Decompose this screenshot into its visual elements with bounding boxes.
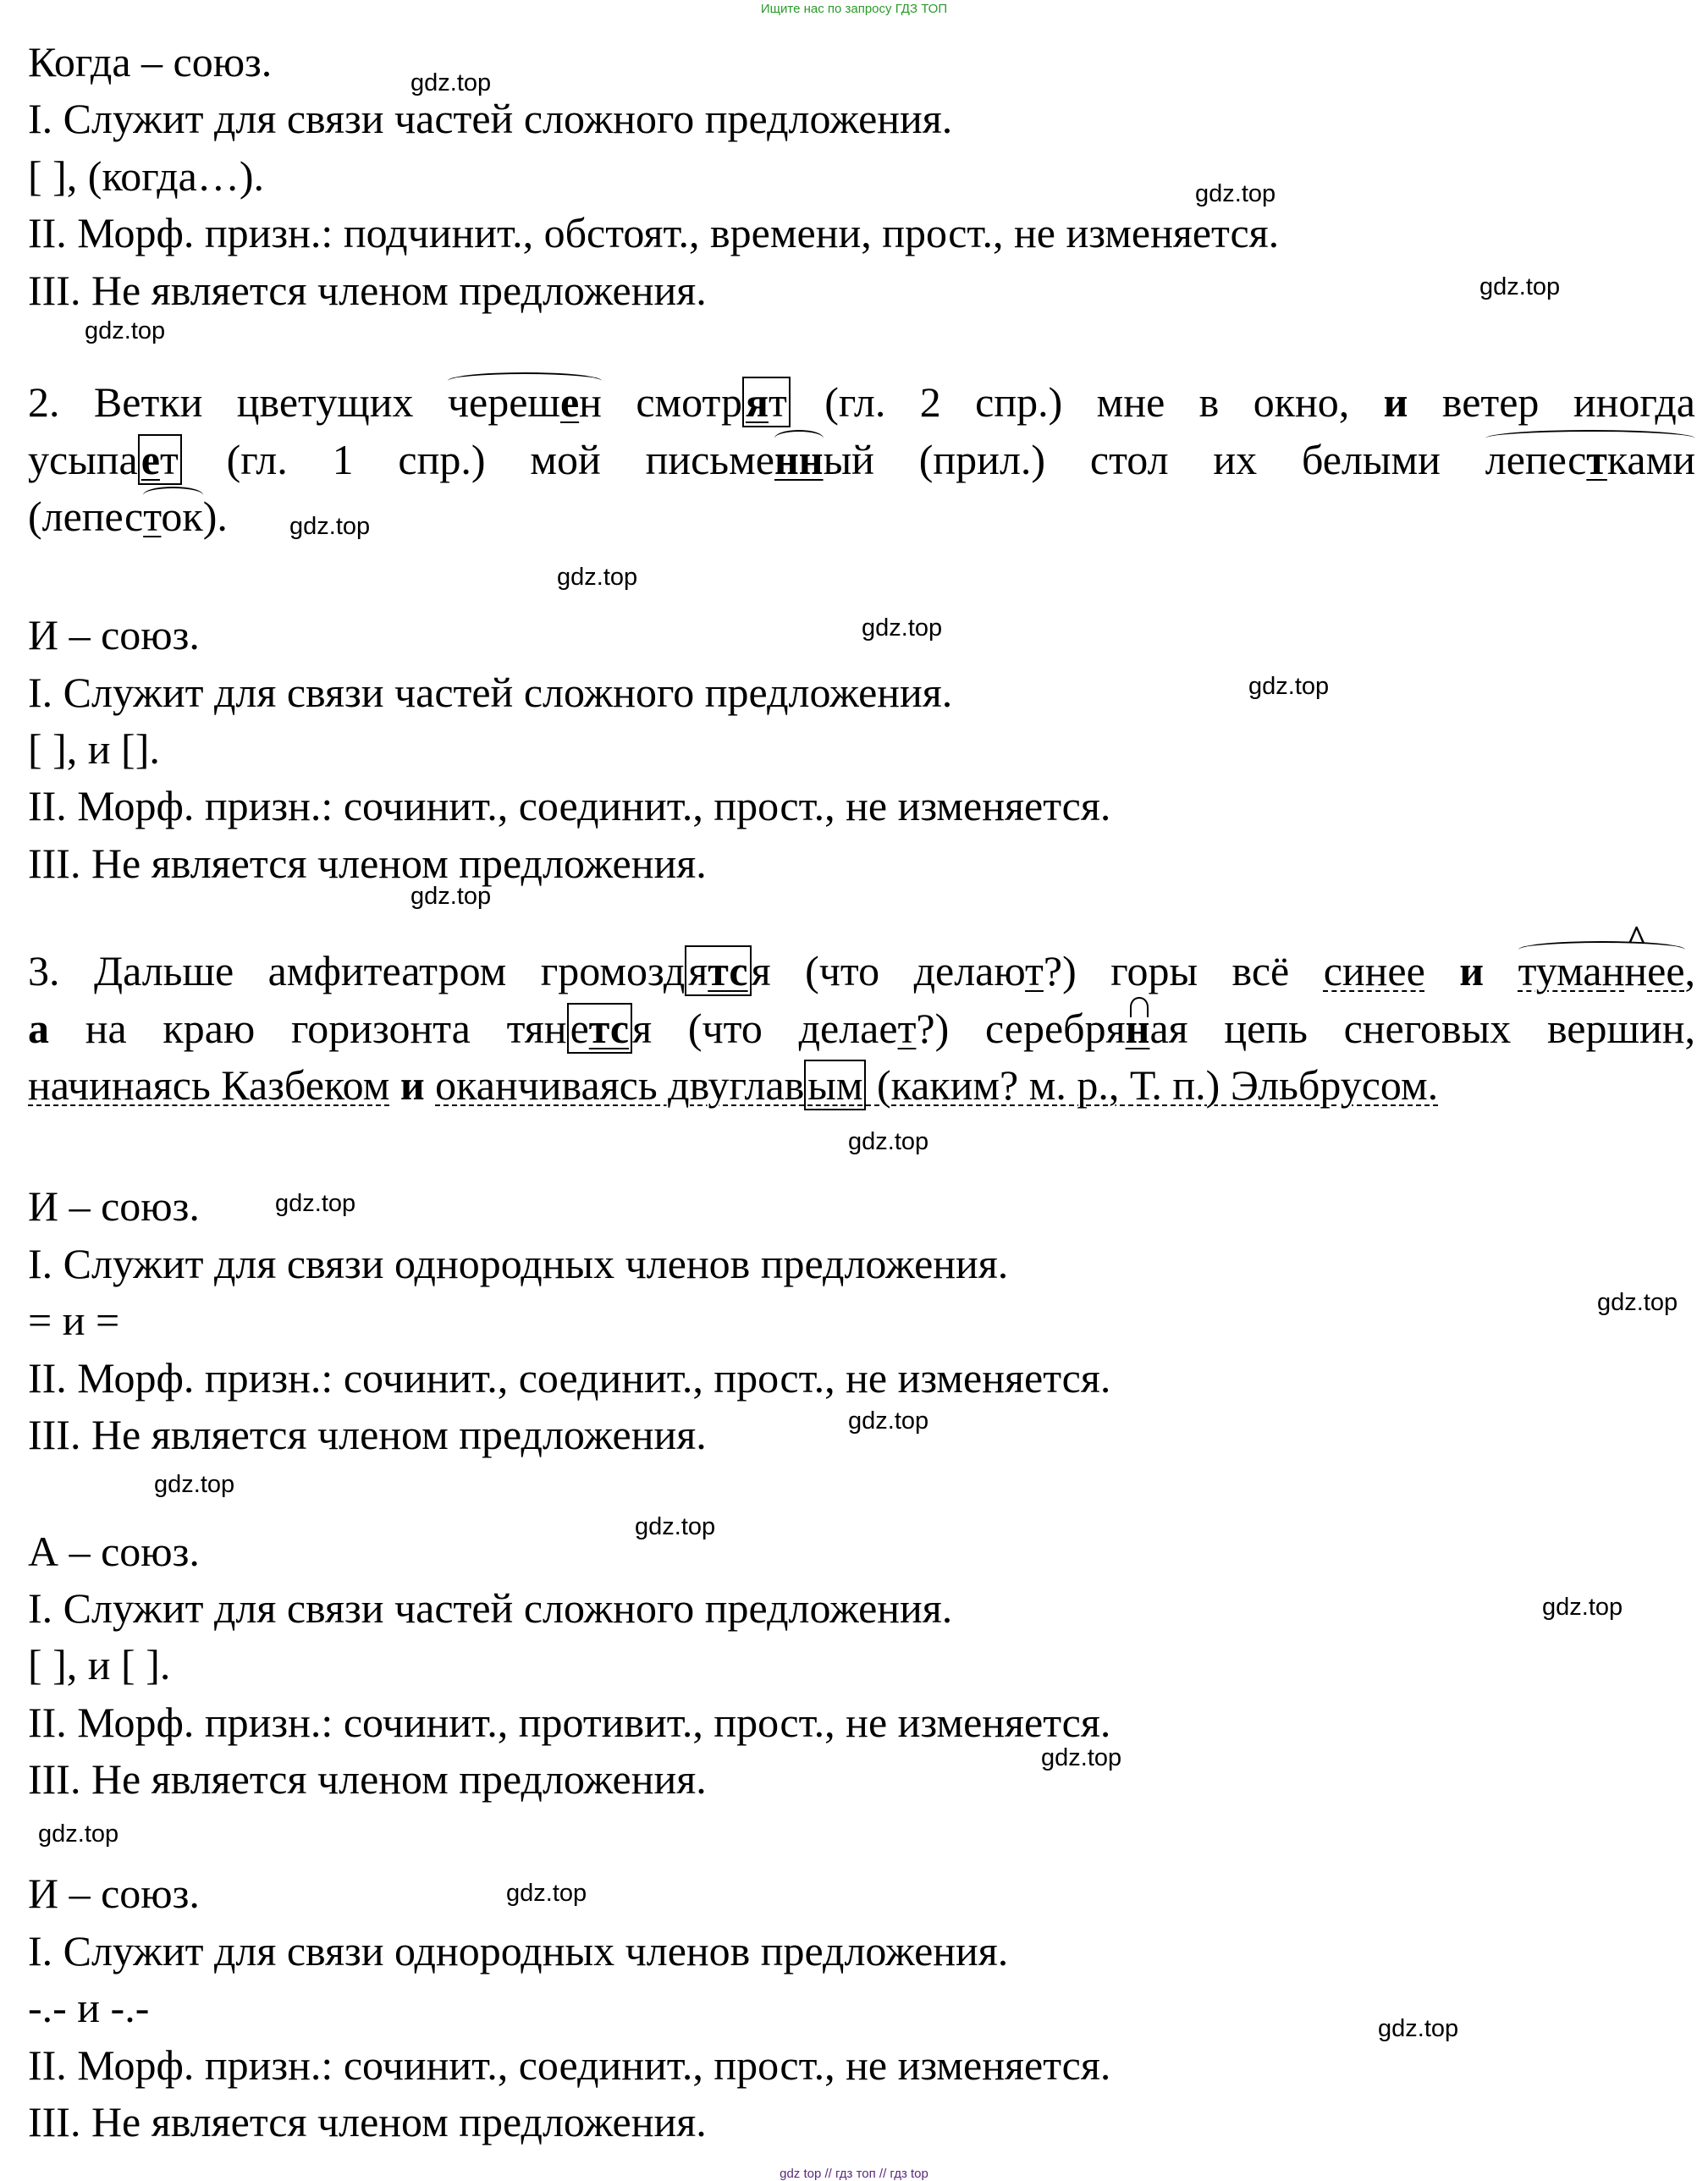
watermark: gdz.top (848, 1128, 929, 1155)
block1-line4: II. Морф. призн.: подчинит., обстоят., времени, прост., не изменяется. (28, 209, 1280, 256)
watermark: gdz.top (862, 614, 943, 642)
block3-line4: II. Морф. призн.: сочинит., соединит., прост., не изменяется. (28, 1354, 1111, 1402)
sentence3-line2: а на краю горизонта тянется (что делает?) серебряная цепь снеговых вершин, (28, 1005, 1695, 1052)
morpheme-root-mark: черешен (447, 378, 602, 426)
watermark: gdz.top (1542, 1594, 1623, 1621)
block1-line1: Когда – союз. (28, 38, 273, 85)
watermark: gdz.top (1378, 2015, 1459, 2042)
footer: gdz top // гдз топ // гдз top (780, 2167, 928, 2181)
block5-line3: -.- и -.- (28, 1984, 150, 2031)
block4-line3: [ ], и [ ]. (28, 1641, 171, 1688)
block4-line1: А – союз. (28, 1528, 200, 1575)
block2-line3: [ ], и []. (28, 725, 160, 773)
block5-line2: I. Служит для связи однородных членов предложения. (28, 1927, 1009, 1974)
watermark: gdz.top (1479, 273, 1561, 300)
block3-line1: И – союз. (28, 1182, 200, 1230)
sentence3-line1: 3. Дальше амфитеатром громоздятся (что делают?) горы всё синее и туман^ нее, (28, 950, 1695, 992)
block3-line3: = и = (28, 1297, 120, 1344)
watermark: gdz.top (506, 1880, 587, 1907)
sentence2-line1: 2. Ветки цветущих черешен смотрят (гл. 2 спр.) мне в окно, и ветер иногда (28, 378, 1695, 426)
sentence2-line3: (лепесток). (28, 493, 228, 540)
block1-line2: I. Служит для связи частей сложного предложения. (28, 95, 953, 142)
block3-line2: I. Служит для связи однородных членов предложения. (28, 1240, 1009, 1287)
block2-line1: И – союз. (28, 611, 200, 658)
watermark: gdz.top (1248, 673, 1330, 700)
watermark: gdz.top (289, 513, 371, 540)
block5-line4: II. Морф. призн.: сочинит., соединит., прост., не изменяется. (28, 2041, 1111, 2089)
watermark: gdz.top (154, 1471, 235, 1498)
sentence3-line3: начинаясь Казбеком и оканчиваясь двуглавым (каким? м. р., Т. п.) Эльбрусом. (28, 1061, 1439, 1109)
block2-line2: I. Служит для связи частей сложного предложения. (28, 669, 953, 716)
watermark: gdz.top (38, 1820, 119, 1848)
watermark: gdz.top (1597, 1289, 1678, 1316)
top-banner[interactable]: Ищите нас по запросу ГДЗ ТОП (760, 2, 948, 16)
watermark: gdz.top (275, 1190, 356, 1217)
watermark: gdz.top (848, 1407, 929, 1435)
watermark: gdz.top (85, 317, 166, 344)
block2-line4: II. Морф. призн.: сочинит., соединит., прост., не изменяется. (28, 782, 1111, 829)
block5-line1: И – союз. (28, 1870, 200, 1917)
watermark: gdz.top (1041, 1744, 1122, 1771)
block4-line5: III. Не является членом предложения. (28, 1755, 707, 1803)
block3-line5: III. Не является членом предложения. (28, 1411, 707, 1458)
watermark: gdz.top (635, 1513, 716, 1540)
block4-line2: I. Служит для связи частей сложного предложения. (28, 1584, 953, 1632)
block1-line3: [ ], (когда…). (28, 152, 265, 200)
block5-line5: III. Не является членом предложения. (28, 2098, 707, 2145)
watermark: gdz.top (410, 69, 492, 96)
watermark: gdz.top (410, 883, 492, 910)
block4-line4: II. Морф. призн.: сочинит., противит., прост., не изменяется. (28, 1699, 1111, 1746)
watermark: gdz.top (557, 564, 638, 591)
block1-line5: III. Не является членом предложения. (28, 267, 707, 314)
sentence2-line2: усыпает (гл. 1 спр.) мой письменный (прил.) стол их белыми лепестками (28, 436, 1695, 483)
watermark: gdz.top (1195, 180, 1276, 207)
block2-line5: III. Не является членом предложения. (28, 840, 707, 887)
